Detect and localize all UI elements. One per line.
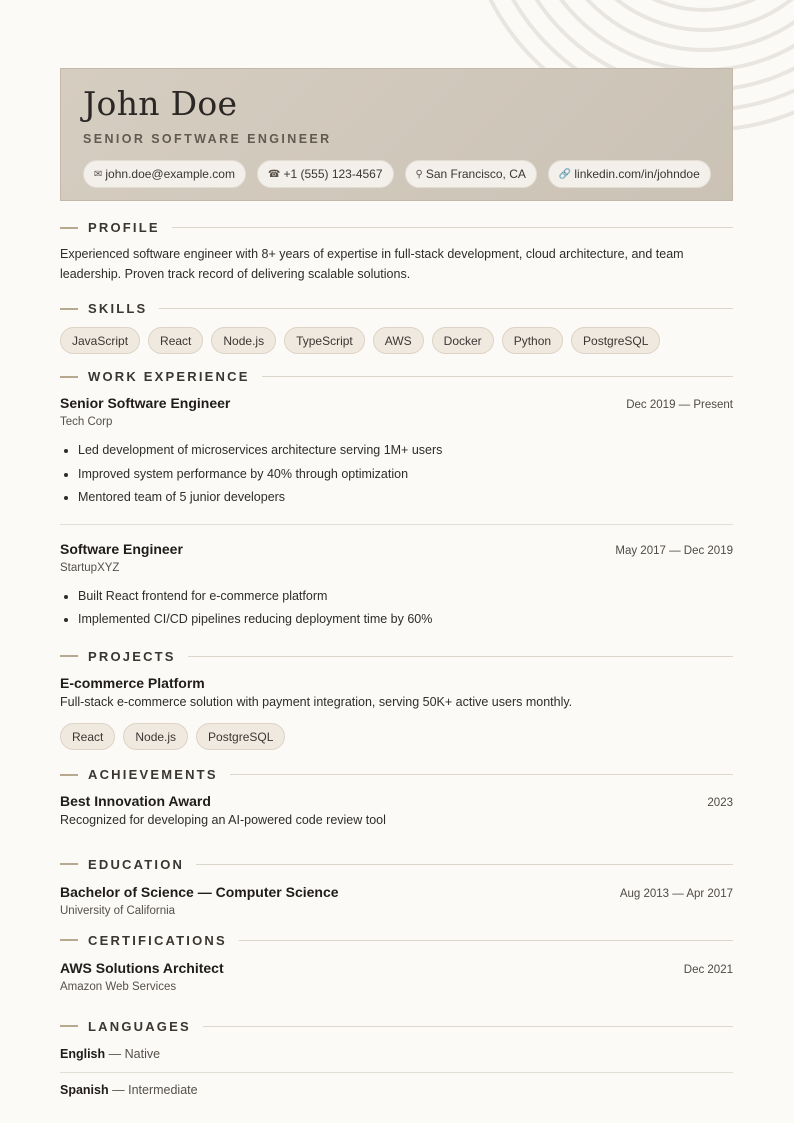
skill-tag: Python	[502, 327, 563, 354]
degree-title: Bachelor of Science — Computer Science	[60, 883, 339, 900]
job-role: SENIOR SOFTWARE ENGINEER	[83, 132, 332, 146]
tech-tag: PostgreSQL	[196, 723, 285, 750]
contact-list	[83, 160, 710, 188]
list-item: Mentored team of 5 junior developers	[60, 486, 733, 510]
email-icon: ✉	[94, 168, 103, 180]
profile-summary: Experienced software engineer with 8+ years of expertise in full-stack development, cloud architecture, and team leadership. Proven track record of delivering scalable solutions.	[60, 247, 684, 281]
contact-email[interactable]	[83, 160, 246, 188]
list-item: Improved system performance by 40% through optimization	[60, 463, 733, 487]
company-name: StartupXYZ	[60, 561, 120, 574]
certification-date: Dec 2021	[683, 963, 733, 976]
language-separator: —	[112, 1082, 125, 1097]
contact-text: San Francisco, CA	[425, 167, 526, 181]
skill-tag: TypeScript	[284, 327, 365, 354]
contact-text: linkedin.com/in/johndoe	[574, 167, 700, 181]
section-heading-skills	[60, 301, 733, 316]
phone-icon: ☎	[267, 168, 281, 180]
person-name: John Doe	[83, 84, 238, 123]
divider	[60, 1072, 733, 1073]
section-title: LANGUAGES	[88, 1018, 191, 1034]
list-item: Led development of microservices architecture serving 1M+ users	[60, 439, 733, 463]
achievement-entry	[60, 793, 733, 831]
skill-tag: PostgreSQL	[571, 327, 660, 354]
contact-linkedin[interactable]	[548, 160, 711, 188]
school-name: University of California	[60, 904, 176, 917]
job-dates: Dec 2019 — Present	[626, 399, 733, 411]
skill-tag: Node.js	[211, 327, 276, 354]
language-item	[60, 1047, 733, 1061]
project-entry	[60, 675, 733, 751]
job-bullets	[60, 439, 733, 510]
achievement-title: Best Innovation Award	[60, 793, 211, 809]
contact-text: john.doe@example.com	[105, 167, 235, 181]
experience-entry	[60, 541, 733, 632]
job-title: Senior Software Engineer	[60, 395, 231, 411]
section-title: EDUCATION	[88, 856, 185, 872]
section-title: PROJECTS	[88, 648, 176, 664]
section-heading-achievements	[60, 767, 733, 782]
section-heading-education	[60, 857, 733, 872]
project-title: E-commerce Platform	[60, 674, 205, 691]
section-title: SKILLS	[88, 301, 148, 316]
skills-list	[60, 327, 733, 354]
skill-tag: React	[148, 327, 203, 354]
project-description: Full-stack e-commerce solution with payment integration, serving 50K+ active users monthly.	[60, 694, 573, 709]
location-icon: ⚲	[415, 168, 423, 180]
job-title: Software Engineer	[60, 540, 183, 557]
project-tags	[60, 723, 733, 750]
achievement-description: Recognized for developing an AI-powered code review tool	[60, 813, 386, 827]
link-icon: 🔗	[558, 168, 572, 180]
section-title: CERTIFICATIONS	[88, 932, 227, 948]
section-heading-profile	[60, 220, 733, 235]
section-title: ACHIEVEMENTS	[88, 767, 218, 782]
tech-tag: Node.js	[123, 723, 188, 750]
contact-text: +1 (555) 123-4567	[283, 167, 383, 181]
tech-tag: React	[60, 723, 115, 750]
education-entry	[60, 884, 733, 917]
certification-title: AWS Solutions Architect	[60, 959, 224, 976]
certification-entry	[60, 960, 733, 993]
section-heading-projects	[60, 649, 733, 664]
language-item	[60, 1083, 733, 1097]
resume-page	[60, 68, 733, 1097]
list-item: Implemented CI/CD pipelines reducing deployment time by 60%	[60, 608, 733, 632]
resume-header	[60, 68, 733, 201]
company-name: Tech Corp	[60, 416, 113, 428]
section-title: WORK EXPERIENCE	[88, 369, 250, 384]
experience-entry	[60, 395, 733, 510]
job-dates: May 2017 — Dec 2019	[615, 544, 733, 557]
section-heading-certifications	[60, 933, 733, 948]
language-level: Native	[124, 1046, 161, 1061]
skill-tag: Docker	[432, 327, 494, 354]
contact-location[interactable]	[405, 160, 537, 188]
achievement-date: 2023	[707, 797, 733, 809]
skill-tag: AWS	[373, 327, 424, 354]
language-name: English	[60, 1046, 106, 1061]
skill-tag: JavaScript	[60, 327, 140, 354]
job-bullets	[60, 585, 733, 632]
language-separator: —	[108, 1046, 122, 1061]
contact-phone[interactable]	[257, 160, 394, 188]
certification-issuer: Amazon Web Services	[60, 980, 177, 993]
list-item: Built React frontend for e-commerce platform	[60, 585, 733, 609]
section-heading-languages	[60, 1019, 733, 1034]
language-name: Spanish	[60, 1082, 109, 1097]
divider	[60, 524, 733, 525]
education-dates: Aug 2013 — Apr 2017	[619, 887, 733, 900]
language-level: Intermediate	[128, 1082, 198, 1097]
section-title: PROFILE	[88, 220, 160, 235]
section-heading-experience	[60, 369, 733, 384]
